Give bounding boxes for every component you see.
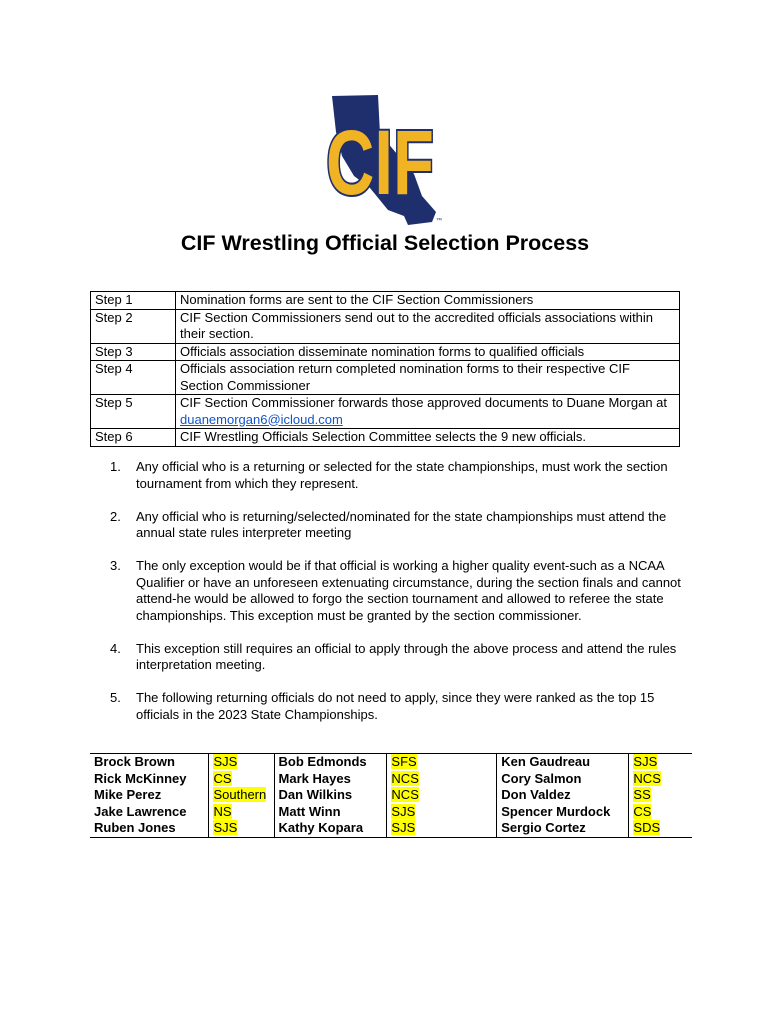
section-badge: CS bbox=[633, 803, 652, 819]
list-number: 4. bbox=[110, 640, 121, 656]
rules-list bbox=[110, 459, 685, 740]
official-name: Jake Lawrence bbox=[94, 803, 187, 819]
official-name: Ken Gaudreau bbox=[497, 754, 629, 771]
official-section bbox=[209, 820, 274, 837]
list-number: 2. bbox=[110, 508, 121, 524]
step-label: Step 2 bbox=[91, 309, 176, 343]
official-name: Sergio Cortez bbox=[497, 820, 629, 837]
section-badge: SJS bbox=[391, 803, 416, 819]
official-name: Dan Wilkins bbox=[274, 787, 387, 804]
official-name: Spencer Murdock bbox=[497, 804, 629, 821]
official-section bbox=[387, 771, 497, 788]
svg-text:™: ™ bbox=[436, 218, 442, 224]
official-name: Kathy Kopara bbox=[274, 820, 387, 837]
email-link[interactable]: duanemorgan6@icloud.com bbox=[180, 411, 343, 427]
official-name: Mike Perez bbox=[94, 787, 162, 802]
section-badge: Southern bbox=[213, 787, 267, 802]
list-number: 1. bbox=[110, 459, 121, 474]
official-section bbox=[387, 787, 497, 804]
step-label: Step 6 bbox=[91, 429, 176, 447]
section-badge: NCS bbox=[391, 787, 419, 802]
table-row bbox=[90, 820, 692, 837]
step-text-body: CIF Section Commissioner forwards those approved documents to Duane Morgan at bbox=[180, 395, 668, 410]
official-section bbox=[209, 771, 274, 788]
table-row bbox=[91, 395, 680, 429]
official-section bbox=[209, 754, 274, 771]
official-section bbox=[387, 754, 497, 771]
list-item bbox=[110, 641, 685, 674]
official-section bbox=[209, 787, 274, 804]
official-name: Matt Winn bbox=[274, 804, 387, 821]
list-item bbox=[110, 459, 685, 492]
official-section bbox=[629, 787, 692, 804]
table-row bbox=[90, 804, 692, 821]
step-label: Step 1 bbox=[91, 292, 176, 310]
section-badge: CS bbox=[213, 770, 232, 786]
section-badge: SDS bbox=[633, 820, 661, 835]
page-title: CIF Wrestling Official Selection Process bbox=[180, 231, 590, 255]
cif-logo bbox=[318, 92, 442, 230]
step-text: CIF Wrestling Officials Selection Committee selects the 9 new officials. bbox=[176, 429, 680, 447]
list-number: 5. bbox=[110, 690, 121, 705]
official-section bbox=[629, 804, 692, 821]
section-badge: SJS bbox=[391, 820, 416, 835]
step-label: Step 4 bbox=[91, 361, 176, 395]
official-name: Brock Brown bbox=[90, 754, 209, 771]
section-badge: SJS bbox=[213, 820, 238, 835]
table-row bbox=[90, 754, 692, 771]
section-badge: NS bbox=[213, 803, 232, 819]
official-name: Ruben Jones bbox=[90, 820, 209, 837]
section-badge: NCS bbox=[391, 770, 419, 786]
step-text: Officials association return completed nomination forms to their respective CIF Section Commissioner bbox=[176, 361, 680, 395]
officials-table bbox=[90, 753, 692, 838]
official-section bbox=[387, 820, 497, 837]
list-item bbox=[110, 558, 685, 624]
list-text: Any official who is a returning or selected for the state championships, must work the section tournament from which they represent. bbox=[136, 459, 668, 491]
table-row bbox=[91, 292, 680, 310]
official-name: Cory Salmon bbox=[497, 771, 629, 788]
official-section bbox=[629, 754, 692, 771]
official-name: Bob Edmonds bbox=[274, 754, 387, 771]
list-text: This exception still requires an official to apply through the above process and attend the rules interpretation meeting. bbox=[136, 640, 677, 672]
step-label: Step 3 bbox=[91, 343, 176, 361]
step-text: Officials association disseminate nomination forms to qualified officials bbox=[176, 343, 680, 361]
section-badge: SJS bbox=[633, 754, 658, 769]
step-label: Step 5 bbox=[91, 395, 176, 429]
list-text: The following returning officials do not need to apply, since they were ranked as the top 15 officials in the 2023 State Championships. bbox=[136, 690, 655, 722]
list-text: The only exception would be if that official is working a higher quality event-such as a NCAA Qualifier or have an unforeseen extenuating circumstance, during the section finals and cannot attend-he would be allowed to forgo the section tournament and allowed to referee the state championships. This exception must be granted by the section commissioner. bbox=[136, 558, 681, 623]
logo-lettering: CIF bbox=[326, 112, 434, 214]
official-section bbox=[629, 820, 692, 837]
table-row bbox=[91, 361, 680, 395]
official-name: Don Valdez bbox=[497, 787, 629, 804]
table-row bbox=[91, 343, 680, 361]
official-section bbox=[387, 804, 497, 821]
table-row bbox=[91, 309, 680, 343]
official-section bbox=[629, 771, 692, 788]
official-name: Rick McKinney bbox=[94, 770, 187, 786]
step-text bbox=[176, 395, 680, 429]
list-text: Any official who is returning/selected/nominated for the state championships must attend the annual state rules interpreter meeting bbox=[136, 508, 667, 540]
section-badge: SJS bbox=[213, 754, 238, 769]
list-number: 3. bbox=[110, 558, 121, 573]
official-section bbox=[209, 804, 274, 821]
step-text: CIF Section Commissioners send out to the accredited officials associations within their section. bbox=[176, 309, 680, 343]
steps-table bbox=[90, 291, 680, 447]
list-item bbox=[110, 509, 685, 542]
table-row bbox=[91, 429, 680, 447]
official-name: Mark Hayes bbox=[274, 771, 387, 788]
section-badge: SFS bbox=[391, 754, 417, 769]
section-badge: SS bbox=[633, 787, 651, 802]
list-item bbox=[110, 690, 685, 723]
section-badge: NCS bbox=[633, 770, 661, 786]
table-row bbox=[90, 787, 692, 804]
table-row bbox=[90, 771, 692, 788]
step-text: Nomination forms are sent to the CIF Section Commissioners bbox=[176, 292, 680, 310]
